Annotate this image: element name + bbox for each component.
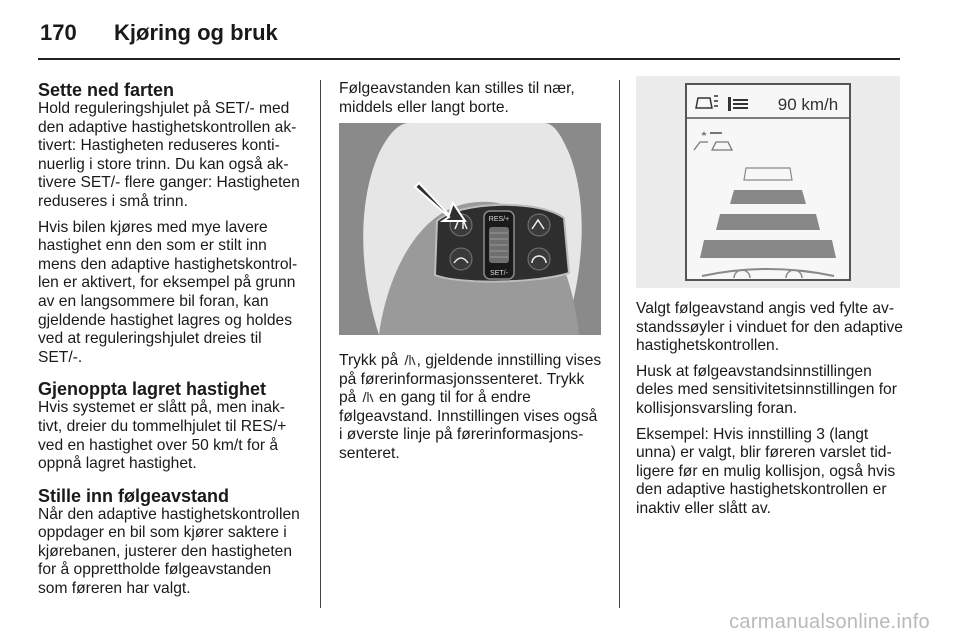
text: Trykk på <box>339 370 585 407</box>
column-divider <box>320 80 321 608</box>
gap-bar-2 <box>730 190 806 204</box>
text: Trykk på <box>339 352 399 369</box>
driver-info-display-figure <box>636 76 900 288</box>
page-number: 170 <box>40 20 77 45</box>
steering-wheel-figure <box>339 123 601 335</box>
paragraph: Hold reguleringshjulet på SET/- med den adaptive hastighetskontrollen aktivert: Hastigheten reduseres kontinuerlig i store trinn. Du kan også aktivere SET/- flere ganger: Hastigheten reduseres i små trinn. <box>38 100 300 210</box>
level-bars-icon <box>728 97 748 111</box>
steering-wheel-illustration <box>339 123 601 335</box>
paragraph: Valgt følgeavstand angis ved fylte avstandssøyler i vinduet for den adaptive hastighetskontrollen. <box>636 300 903 355</box>
gap-bar-3 <box>716 214 820 230</box>
watermark: carmanualsonline.info <box>729 611 930 633</box>
paragraph: Når den adaptive hastighetskontrollen oppdager en bil som kjører saktere i kjørebanen, justerer den hastigheten for å opprettholde følgeavstanden som føreren har valgt. <box>38 505 300 598</box>
paragraph <box>339 352 605 464</box>
res-label: RES/+ <box>488 216 510 223</box>
gap-bar-4 <box>700 240 836 258</box>
chapter-title: Kjøring og bruk <box>114 20 278 45</box>
section-title-reduce-speed: Sette ned farten <box>38 80 175 100</box>
paragraph: Hvis bilen kjøres med mye lavere hastighet enn den som er stilt inn mens den adaptive hastighetskontrollen er aktivert, for eksempel på grunn av en langsommere bil foran, kan gjeldende hastighet lagres og holdes ved at reguleringshjulet dreies til SET/-. <box>38 218 298 366</box>
header-rule <box>38 58 900 60</box>
section-title-following-distance: Stille inn følgeavstand <box>38 485 230 506</box>
paragraph: Eksempel: Hvis innstilling 3 (langt unna) er valgt, blir føreren varslet tidligere før en mulig kollisjon, også hvis den adaptive hastighetskontrollen er inaktiv eller slått av. <box>636 425 896 517</box>
paragraph-intro: Følgeavstanden kan stilles til nær, middels eller langt borte. <box>339 80 575 116</box>
following-distance-icon <box>361 391 375 403</box>
paragraph: Hvis systemet er slått på, men inaktivt, dreier du tommelhjulet til RES/+ ved en hastighet over 50 km/t for å oppnå lagret hastighet. <box>38 399 287 473</box>
column-2 <box>339 80 605 124</box>
column-2-lower <box>339 352 605 471</box>
paragraph: Husk at følgeavstandsinnstillingen deles med sensitivitetsinnstillingen for kollisjonsvarsling foran. <box>636 362 897 417</box>
display-illustration <box>636 76 900 288</box>
speed-readout: 90 km/h <box>777 95 839 114</box>
set-label: SET/- <box>490 270 508 277</box>
column-1 <box>38 80 304 606</box>
column-divider <box>619 80 620 608</box>
section-title-resume-speed: Gjenoppta lagret hastighet <box>38 379 267 400</box>
column-3 <box>636 300 904 526</box>
text: , gjeldende innstilling vises på førerinformasjonssenteret. <box>339 352 602 388</box>
following-distance-icon <box>403 354 417 366</box>
text: en gang til for å endre følgeavstand. Innstillingen vises også i øverste linje på førerinformasjonssenteret. <box>339 389 598 462</box>
